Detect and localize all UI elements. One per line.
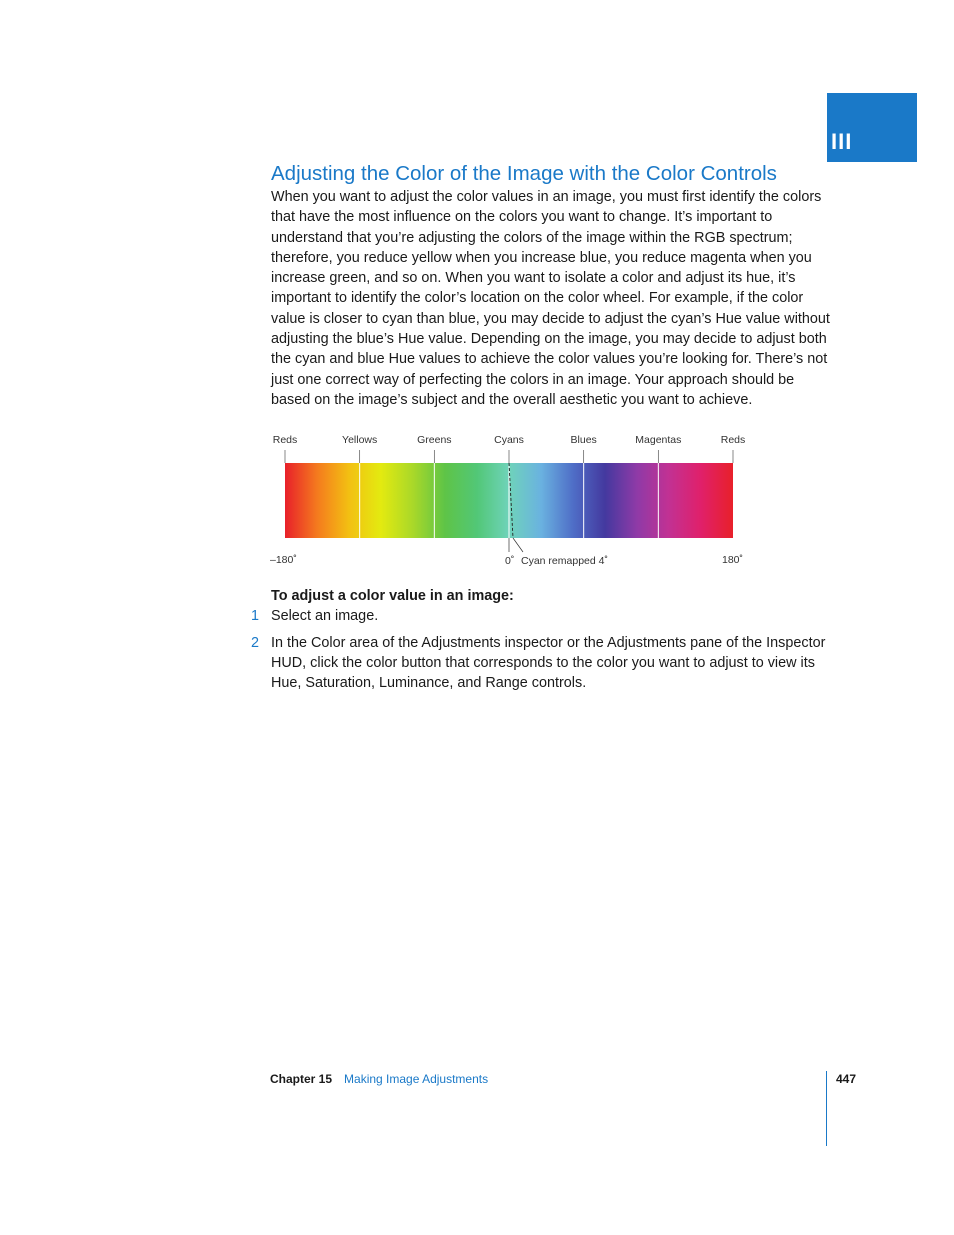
page-footer bbox=[270, 1072, 488, 1086]
hue-label-reds: Reds bbox=[720, 434, 746, 446]
hue-label-greens: Greens bbox=[417, 434, 452, 446]
footer-divider bbox=[826, 1071, 827, 1146]
right-degree-label: 180˚ bbox=[722, 554, 744, 566]
step-number: 2 bbox=[251, 634, 260, 651]
hue-label-cyans: Cyans bbox=[494, 434, 524, 446]
page-number: 447 bbox=[836, 1072, 857, 1086]
procedure-heading: To adjust a color value in an image: bbox=[271, 588, 514, 604]
center-degree-label: 0˚ bbox=[505, 555, 515, 567]
section-heading: Adjusting the Color of the Image with the Color Controls bbox=[271, 162, 777, 185]
procedure-steps bbox=[246, 606, 836, 694]
step-text: Select an image. bbox=[271, 608, 379, 624]
step-item bbox=[246, 633, 836, 694]
part-tab bbox=[827, 93, 917, 162]
left-degree-label: –180˚ bbox=[270, 554, 297, 566]
hue-label-magentas: Magentas bbox=[635, 434, 682, 446]
cyan-remap-label: Cyan remapped 4˚ bbox=[521, 555, 608, 567]
hue-label-yellows: Yellows bbox=[342, 434, 378, 446]
footer-chapter-title: Making Image Adjustments bbox=[344, 1072, 489, 1086]
step-item bbox=[246, 606, 836, 626]
hue-label-blues: Blues bbox=[570, 434, 597, 446]
footer-chapter: Chapter 15 bbox=[270, 1072, 333, 1086]
hue-label-reds: Reds bbox=[272, 434, 298, 446]
step-text: In the Color area of the Adjustments inspector or the Adjustments pane of the Inspector HUD, click the color button that corresponds to the color you want to adjust to view its Hue, Saturation, Luminance, and Range controls. bbox=[271, 634, 826, 692]
step-number: 1 bbox=[251, 608, 260, 624]
hue-spectrum-diagram bbox=[260, 425, 760, 575]
intro-paragraph: When you want to adjust the color values in an image, you must first identify the colors that have the most influence on the colors you want to change. It’s important to understand that you’re adjusting the colors of the image within the RGB spectrum; therefore, you reduce yellow when you increase blue, you reduce magenta when you increase green, and so on. When you want to isolate a color and adjust its hue, it’s important to identify the color’s location on the color wheel. For example, if the color value is closer to cyan than blue, you may decide to adjust the cyan’s Hue value without adjusting the blue’s Hue value. Depending on the image, you may decide to adjust both the cyan and blue Hue values to achieve the color values you’re looking for. There’s not just one correct way of perfecting the colors in an image. Your approach should be based on the image’s subject and the overall aesthetic you want to achieve. bbox=[271, 189, 830, 408]
remap-pointer-line bbox=[513, 538, 523, 552]
part-tab-label: III bbox=[831, 129, 853, 154]
